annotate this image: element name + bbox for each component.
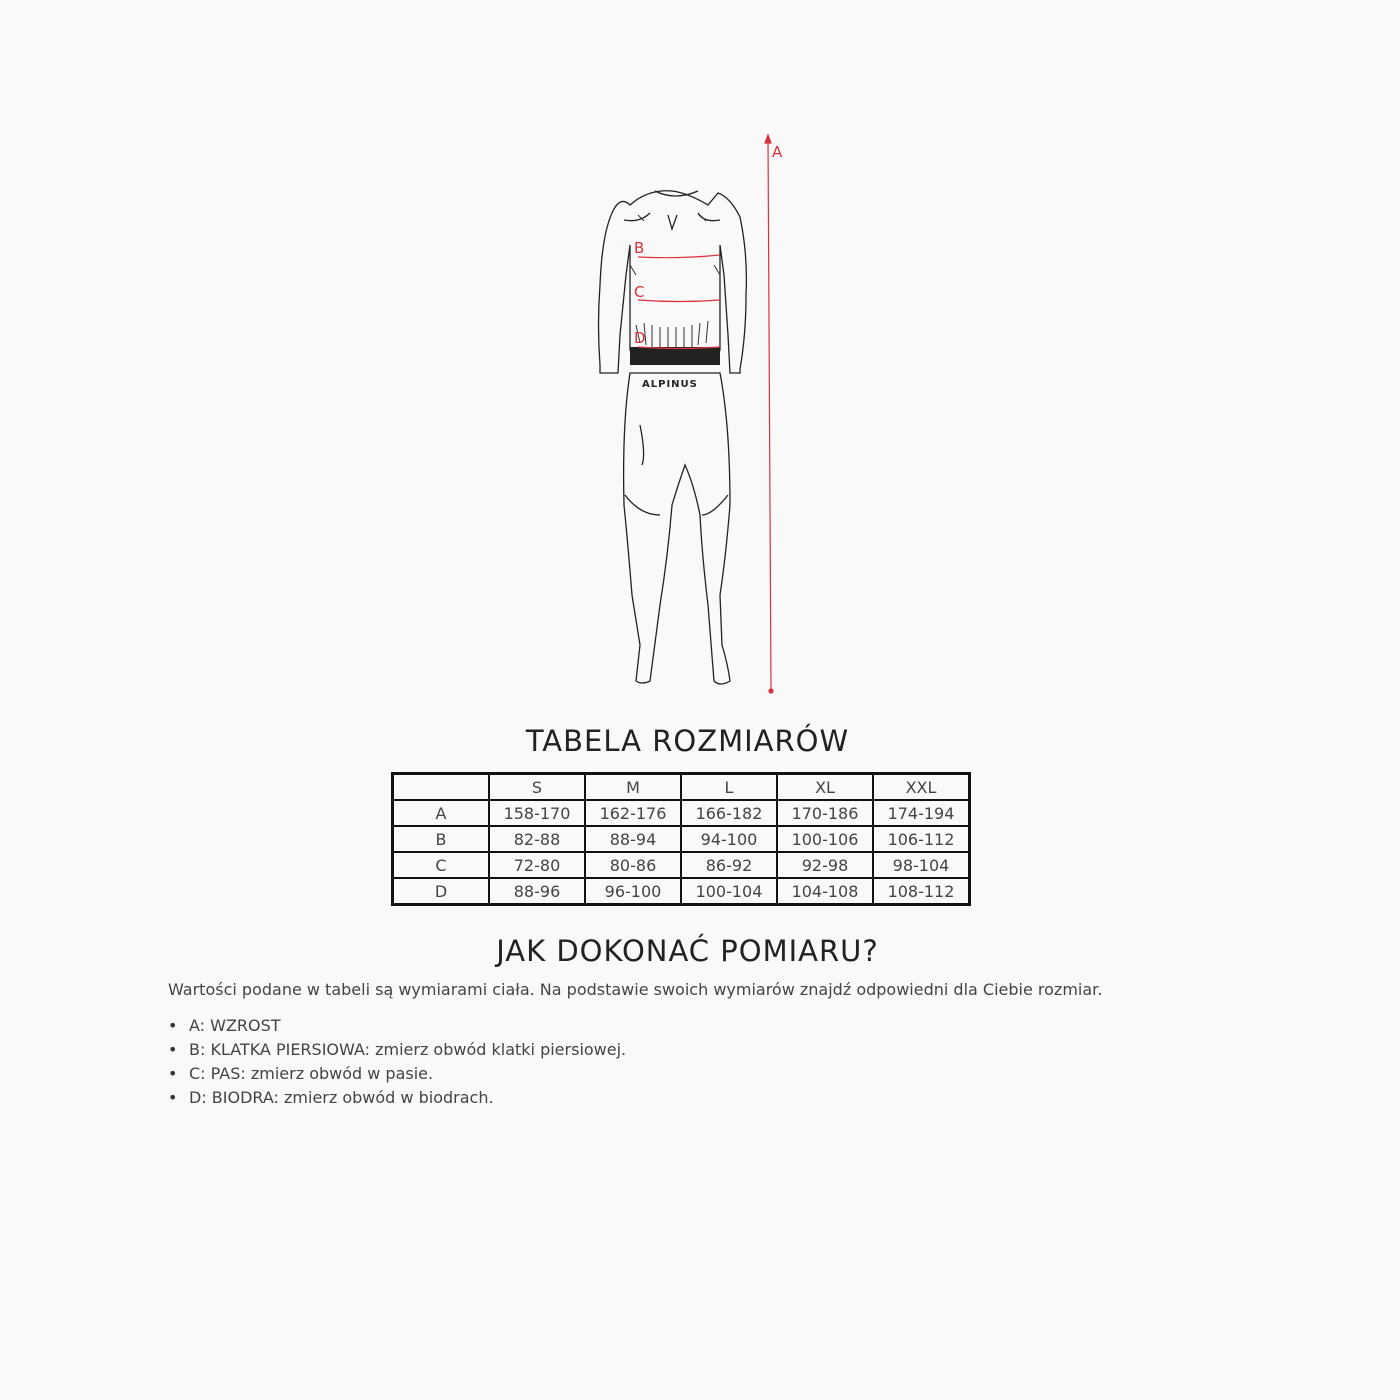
measure-steps-list bbox=[168, 1014, 626, 1110]
table-row bbox=[393, 852, 970, 878]
label-d: D bbox=[634, 329, 646, 347]
height-line-a bbox=[768, 137, 771, 691]
table-cell: 88-96 bbox=[489, 878, 585, 905]
table-cell: 166-182 bbox=[681, 800, 777, 826]
measure-intro: Wartości podane w tabeli są wymiarami ciała. Na podstawie swoich wymiarów znajdź odpowiedni dla Ciebie rozmiar. bbox=[168, 980, 1103, 999]
table-cell: 92-98 bbox=[777, 852, 873, 878]
table-cell: 174-194 bbox=[873, 800, 970, 826]
list-item: • A: WZROST bbox=[168, 1014, 626, 1038]
table-cell: 94-100 bbox=[681, 826, 777, 852]
label-b: B bbox=[634, 239, 645, 257]
header-cell: S bbox=[489, 774, 585, 801]
waistband bbox=[630, 347, 720, 365]
table-cell: D bbox=[393, 878, 490, 905]
table-cell: 100-106 bbox=[777, 826, 873, 852]
size-table bbox=[391, 772, 971, 906]
chest-line-b bbox=[638, 255, 720, 258]
table-cell: 82-88 bbox=[489, 826, 585, 852]
table-cell: 98-104 bbox=[873, 852, 970, 878]
label-c: C bbox=[634, 283, 645, 301]
table-cell: 170-186 bbox=[777, 800, 873, 826]
header-cell: L bbox=[681, 774, 777, 801]
table-row bbox=[393, 800, 970, 826]
table-cell: 96-100 bbox=[585, 878, 681, 905]
label-a: A bbox=[772, 143, 783, 161]
table-cell: 162-176 bbox=[585, 800, 681, 826]
header-cell bbox=[393, 774, 490, 801]
size-table-title: TABELA ROZMIARÓW bbox=[525, 724, 850, 758]
table-row bbox=[393, 878, 970, 905]
table-cell: B bbox=[393, 826, 490, 852]
shirt-outline bbox=[599, 191, 747, 373]
height-arrow-top bbox=[765, 135, 771, 143]
table-cell: A bbox=[393, 800, 490, 826]
brand-text: ALPINUS bbox=[642, 379, 698, 390]
table-cell: 88-94 bbox=[585, 826, 681, 852]
table-cell: 106-112 bbox=[873, 826, 970, 852]
table-cell: 158-170 bbox=[489, 800, 585, 826]
header-cell: XL bbox=[777, 774, 873, 801]
table-cell: 108-112 bbox=[873, 878, 970, 905]
garment-illustration bbox=[580, 125, 810, 705]
table-cell: C bbox=[393, 852, 490, 878]
measure-title: JAK DOKONAĆ POMIARU? bbox=[496, 934, 879, 968]
pants-outline bbox=[624, 373, 730, 684]
table-row bbox=[393, 826, 970, 852]
table-header-row bbox=[393, 774, 970, 801]
list-item: • D: BIODRA: zmierz obwód w biodrach. bbox=[168, 1086, 626, 1110]
table-cell: 80-86 bbox=[585, 852, 681, 878]
header-cell: XXL bbox=[873, 774, 970, 801]
header-cell: M bbox=[585, 774, 681, 801]
waist-line-c bbox=[638, 300, 720, 302]
table-cell: 104-108 bbox=[777, 878, 873, 905]
list-item: • C: PAS: zmierz obwód w pasie. bbox=[168, 1062, 626, 1086]
table-cell: 100-104 bbox=[681, 878, 777, 905]
height-arrow-bottom bbox=[769, 689, 773, 693]
thermal-underwear-drawing bbox=[580, 125, 810, 705]
table-cell: 86-92 bbox=[681, 852, 777, 878]
list-item: • B: KLATKA PIERSIOWA: zmierz obwód klatki piersiowej. bbox=[168, 1038, 626, 1062]
table-cell: 72-80 bbox=[489, 852, 585, 878]
